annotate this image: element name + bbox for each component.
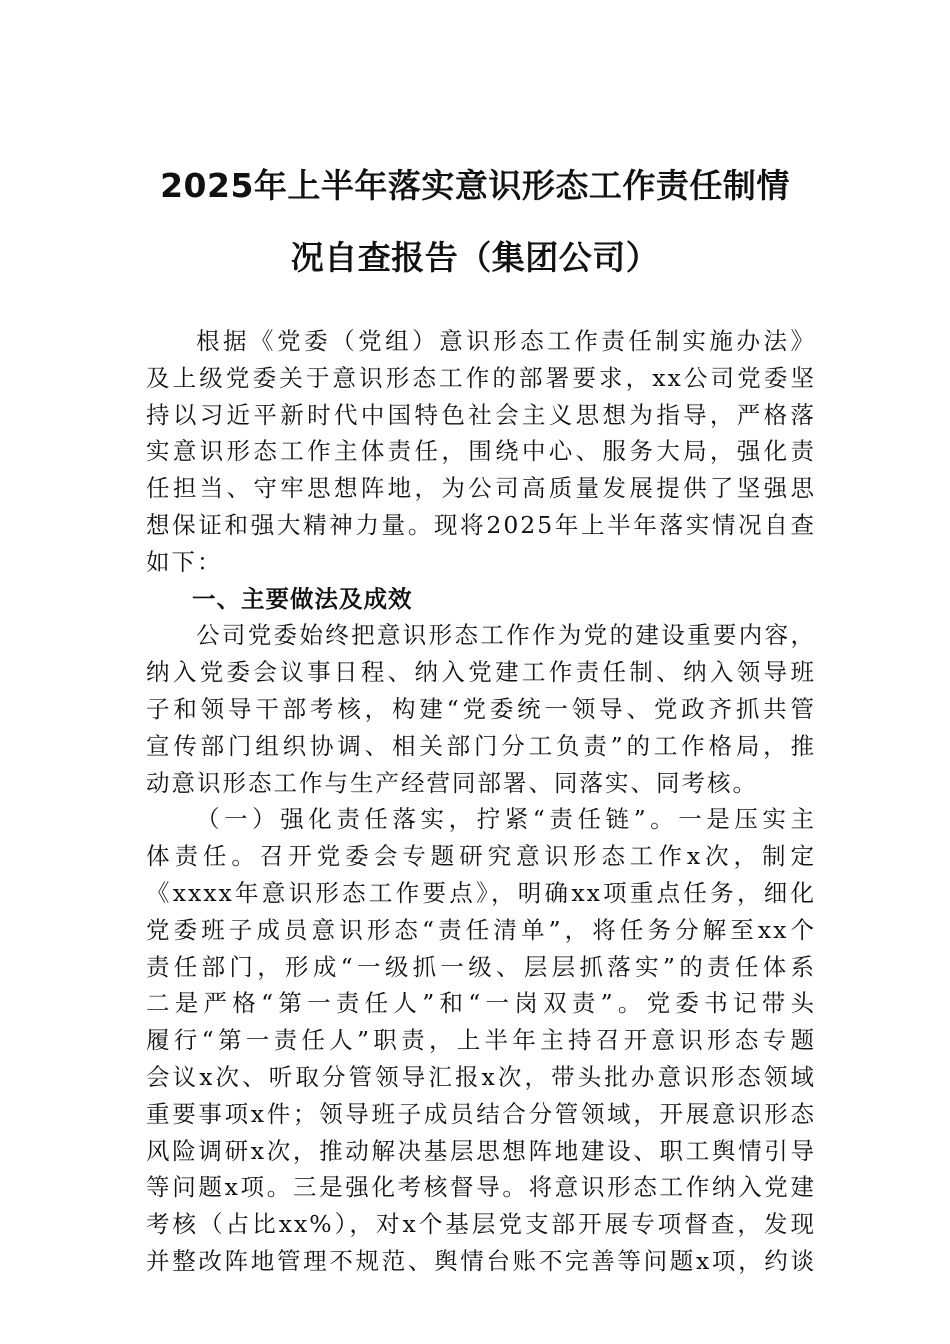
- text-line: 《xxxx年意识形态工作要点》，明确xx项重点任务，细化: [146, 878, 816, 907]
- text-line: 子和领导干部考核，构建“党委统一领导、党政齐抓共管: [146, 694, 816, 723]
- text-line: 想保证和强大精神力量。现将2025年上半年落实情况自查: [146, 510, 816, 539]
- text-line: 责任部门，形成“一级抓一级、层层抓落实”的责任体系: [146, 952, 816, 981]
- text-line: 纳入党委会议事日程、纳入党建工作责任制、纳入领导班: [146, 658, 816, 687]
- section-heading: 一、主要做法及成效: [192, 584, 413, 613]
- document-title: [130, 150, 820, 294]
- text-line: 根据《党委（党组）意识形态工作责任制实施办法》: [196, 327, 816, 355]
- text-line: 体责任。召开党委会专题研究意识形态工作x次，制定: [146, 842, 816, 871]
- text-line: 履行“第一责任人”职责，上半年主持召开意识形态专题: [146, 1026, 816, 1055]
- text-line: 风险调研x次，推动解决基层思想阵地建设、职工舆情引导: [146, 1136, 816, 1165]
- text-line: 考核（占比xx%），对x个基层党支部开展专项督查，发现: [146, 1210, 816, 1239]
- paragraph-responsibility: [146, 801, 816, 1279]
- text-line: 及上级党委关于意识形态工作的部署要求，xx公司党委坚: [146, 363, 816, 392]
- text-line: 任担当、守牢思想阵地，为公司高质量发展提供了坚强思: [146, 474, 816, 503]
- text-line: 持以习近平新时代中国特色社会主义思想为指导，严格落: [146, 400, 816, 429]
- text-line: （一）强化责任落实，拧紧“责任链”。一是压实主: [196, 805, 816, 834]
- document-body: [146, 323, 816, 1280]
- text-line: 党委班子成员意识形态“责任清单”，将任务分解至xx个: [146, 915, 816, 944]
- text-line: 实意识形态工作主体责任，围绕中心、服务大局，强化责: [146, 437, 816, 466]
- title-line-1: 2025年上半年落实意识形态工作责任制情: [160, 166, 790, 205]
- text-line: 如下：: [146, 547, 223, 576]
- paragraph-intro: [146, 323, 816, 581]
- text-line: 重要事项x件；领导班子成员结合分管领域，开展意识形态: [146, 1099, 816, 1128]
- text-line: 会议x次、听取分管领导汇报x次，带头批办意识形态领域: [146, 1062, 816, 1091]
- text-line: 宣传部门组织协调、相关部门分工负责”的工作格局，推: [146, 731, 816, 760]
- paragraph-overview: [146, 617, 816, 801]
- text-line: 二是严格“第一责任人”和“一岗双责”。党委书记带头: [146, 989, 816, 1018]
- text-line: 并整改阵地管理不规范、舆情台账不完善等问题x项，约谈: [146, 1246, 816, 1275]
- text-line: 动意识形态工作与生产经营同部署、同落实、同考核。: [146, 768, 758, 797]
- text-line: 公司党委始终把意识形态工作作为党的建设重要内容，: [196, 621, 816, 650]
- text-line: 等问题x项。三是强化考核督导。将意识形态工作纳入党建: [146, 1173, 816, 1202]
- title-line-2: 况自查报告（集团公司）: [290, 238, 660, 277]
